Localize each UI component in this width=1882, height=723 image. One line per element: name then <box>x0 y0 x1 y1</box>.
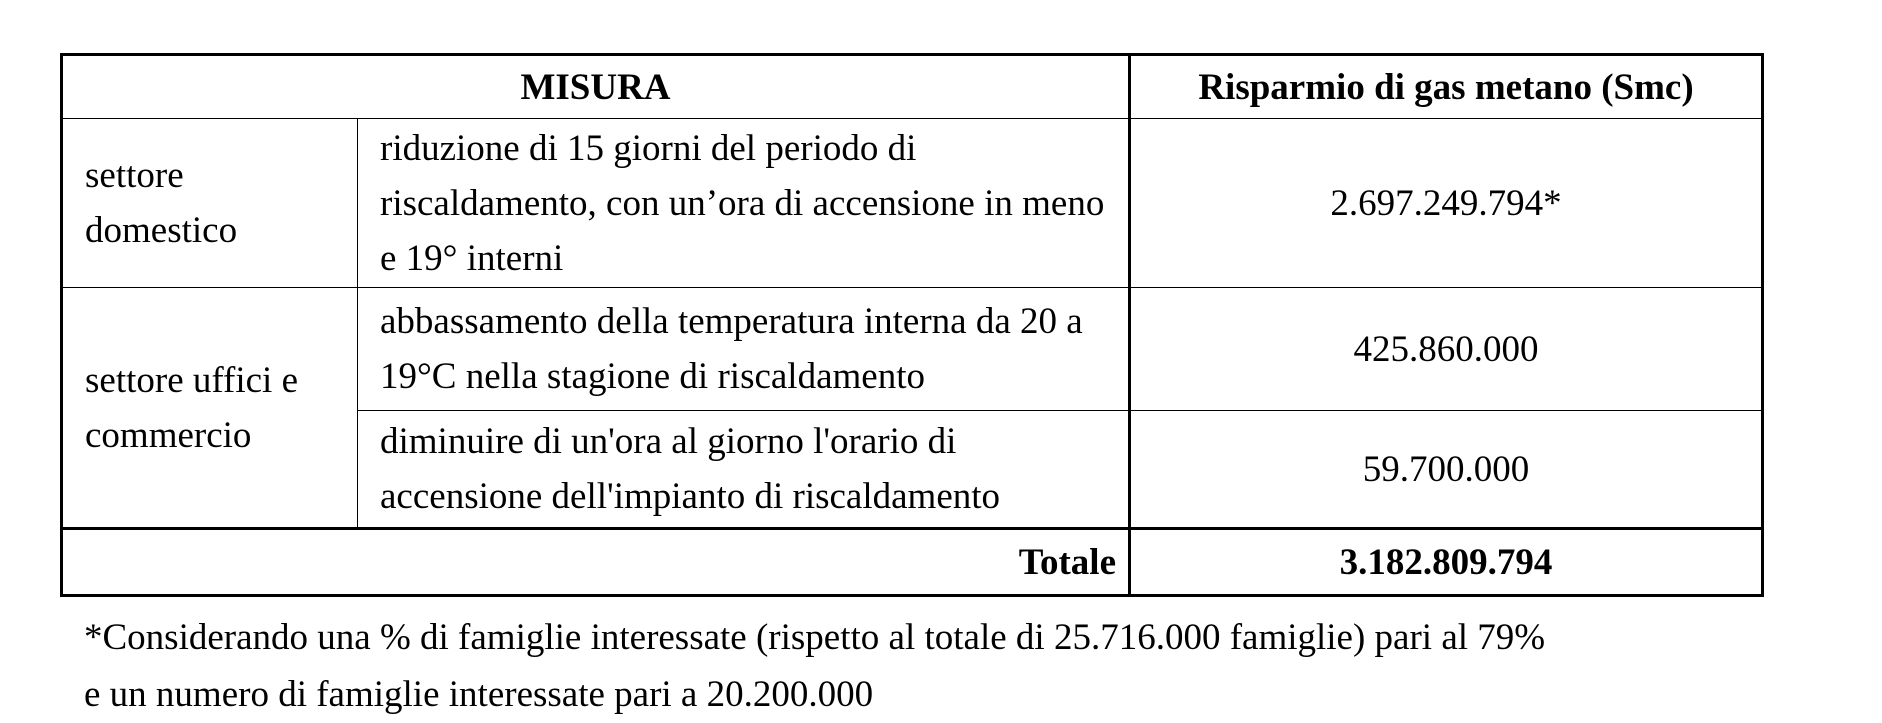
total-value: 3.182.809.794 <box>1130 529 1763 596</box>
header-risparmio: Risparmio di gas metano (Smc) <box>1130 55 1763 119</box>
measure-description-cell: riduzione di 15 giorni del periodo di riscaldamento, con un’ora di accensione in meno e 19° interni <box>358 119 1130 288</box>
document <box>60 53 1760 723</box>
savings-table <box>60 53 1764 597</box>
measure-description-cell: diminuire di un'ora al giorno l'orario di accensione dell'impianto di riscaldamento <box>358 411 1130 529</box>
sector-uffici-cell: settore uffici e commercio <box>62 288 358 529</box>
measure-description-cell: abbassamento della temperatura interna da 20 a 19°C nella stagione di riscaldamento <box>358 288 1130 411</box>
header-misura: MISURA <box>62 55 1130 119</box>
footnote-line-2: e un numero di famiglie interessate pari a 20.200.000 <box>84 674 874 715</box>
footnote <box>84 609 1784 723</box>
table-row <box>62 288 1763 411</box>
sector-domestico-cell: settore domestico <box>62 119 358 288</box>
footnote-line-1: *Considerando una % di famiglie interessate (rispetto al totale di 25.716.000 famiglie) pari al 79% <box>84 617 1546 658</box>
table-row <box>62 119 1763 288</box>
total-row <box>62 529 1763 596</box>
saving-value-cell: 425.860.000 <box>1130 288 1763 411</box>
header-row <box>62 55 1763 119</box>
saving-value-cell: 2.697.249.794* <box>1130 119 1763 288</box>
saving-value-cell: 59.700.000 <box>1130 411 1763 529</box>
total-label: Totale <box>62 529 1130 596</box>
